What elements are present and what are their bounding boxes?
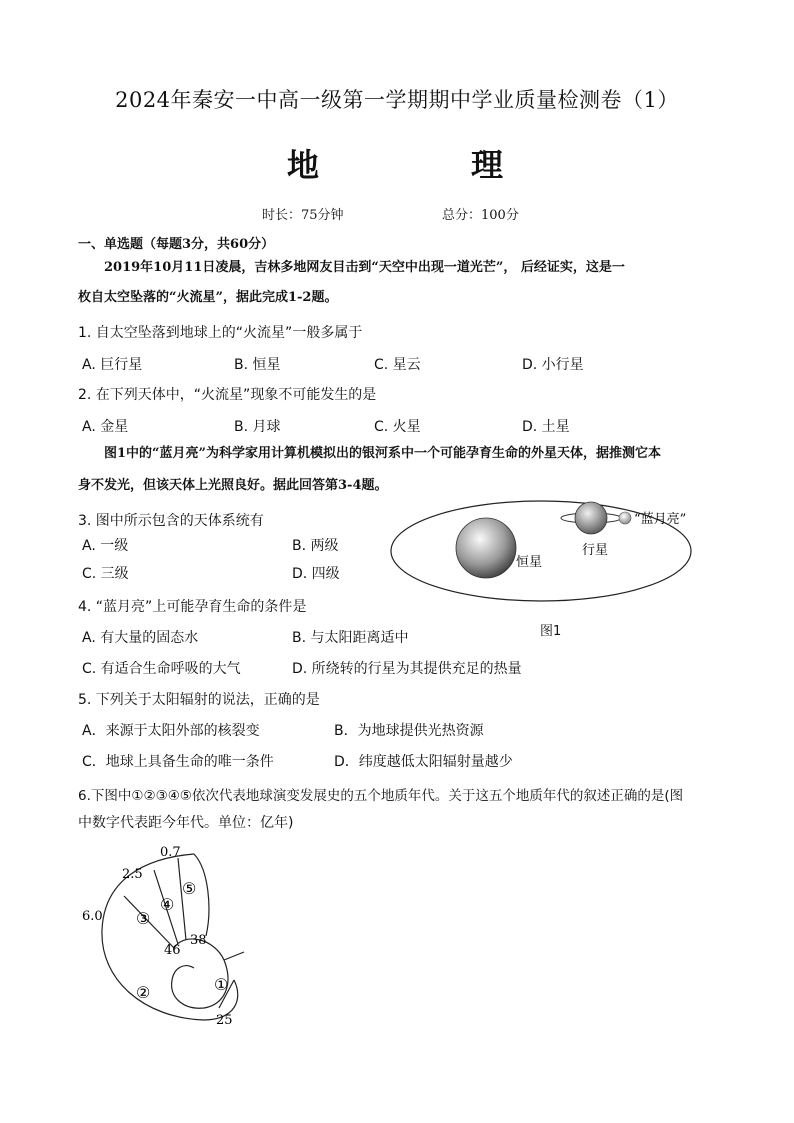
star-sphere xyxy=(456,518,516,578)
q5-option-b[interactable]: B．为地球提供光热资源 xyxy=(334,723,484,739)
passage-2 xyxy=(78,440,726,468)
q4-option-b[interactable]: B. 与太阳距离适中 xyxy=(292,630,409,646)
q4-option-c[interactable]: C. 有适合生命呼吸的大气 xyxy=(82,661,241,677)
era-5-label: ⑤ xyxy=(182,879,197,898)
q1-option-b[interactable]: B. 恒星 xyxy=(234,357,281,373)
q1-option-c[interactable]: C. 星云 xyxy=(374,357,421,373)
q2-option-a[interactable]: A. 金星 xyxy=(82,419,129,435)
blue-moon-sphere xyxy=(619,512,631,524)
q3-option-b[interactable]: B. 两级 xyxy=(292,538,339,554)
figure-1-caption: 图1 xyxy=(540,624,562,639)
q5-option-d[interactable]: D．纬度越低太阳辐射量越少 xyxy=(334,754,513,770)
q1-option-d[interactable]: D. 小行星 xyxy=(522,357,584,373)
divider-4-5 xyxy=(178,858,186,940)
era-2-label: ② xyxy=(136,983,151,1002)
q2-option-b[interactable]: B. 月球 xyxy=(234,419,281,435)
passage-1-line-2: 枚自太空坠落的“火流星”，据此完成1-2题。 xyxy=(78,290,338,305)
passage-1-line-1: 2019年10月11日凌晨，吉林多地网友目击到“天空中出现一道光芒”， 后经证实，这是一 xyxy=(104,260,625,275)
section-heading: 一、单选题（每题3分，共60分） xyxy=(78,237,275,252)
question-3-stem: 3. 图中所示包含的天体系统有 xyxy=(78,513,264,529)
passage-2-line-1: 图1中的“蓝月亮”为科学家用计算机模拟出的银河系中一个可能孕育生命的外星天体，据推测它本 xyxy=(104,446,662,461)
q2-option-c[interactable]: C. 火星 xyxy=(374,419,421,435)
planet-label: 行星 xyxy=(582,543,609,558)
question-4-stem: 4. “蓝月亮”上可能孕育生命的条件是 xyxy=(78,599,307,615)
q2-option-d[interactable]: D. 土星 xyxy=(522,419,570,435)
figure-2-spiral-diagram xyxy=(74,840,274,1040)
exam-total-score: 总分：100分 xyxy=(442,208,519,223)
question-1-stem: 1. 自太空坠落到地球上的“火流星”一般多属于 xyxy=(78,325,363,341)
era-1-label: ① xyxy=(214,975,229,994)
q3-option-c[interactable]: C. 三级 xyxy=(82,566,129,582)
era-3-label: ③ xyxy=(136,909,151,928)
q1-option-a[interactable]: A. 巨行星 xyxy=(82,357,143,373)
q3-option-a[interactable]: A. 一级 xyxy=(82,538,129,554)
exam-duration: 时长：75分钟 xyxy=(262,208,344,223)
star-label: 恒星 xyxy=(516,555,543,570)
question-2-stem: 2. 在下列天体中，“火流星”现象不可能发生的是 xyxy=(78,387,377,403)
question-6-stem-line-2: 中数字代表距今年代。单位：亿年) xyxy=(78,815,294,831)
question-5-stem: 5. 下列关于太阳辐射的说法，正确的是 xyxy=(78,692,320,708)
q4-option-d[interactable]: D. 所绕转的行星为其提供充足的热量 xyxy=(292,661,522,677)
divider-1-top xyxy=(224,952,244,960)
subject-title: 地 理 xyxy=(286,146,563,184)
q4-option-a[interactable]: A. 有大量的固态水 xyxy=(82,630,199,646)
q5-option-c[interactable]: C．地球上具备生命的唯一条件 xyxy=(82,754,274,770)
age-label-0-7: 0.7 xyxy=(160,845,181,860)
passage-1-cont xyxy=(78,284,726,312)
question-6-stem-line-1: 6.下图中①②③④⑤依次代表地球演变发展史的五个地质年代。关于这五个地质年代的叙述正确的是(图 xyxy=(78,788,684,804)
q3-option-d[interactable]: D. 四级 xyxy=(292,566,340,582)
passage-2-line-2: 身不发光，但该天体上光照良好。据此回答第3-4题。 xyxy=(78,478,388,493)
exam-title: 2024年秦安一中高一级第一学期期中学业质量检测卷（1） xyxy=(115,88,679,112)
era-4-label: ④ xyxy=(160,895,175,914)
figure-1-diagram xyxy=(386,496,716,636)
age-label-46: 46 xyxy=(164,943,181,958)
age-label-25: 25 xyxy=(216,1013,233,1028)
age-label-2-5: 2.5 xyxy=(122,867,143,882)
q5-option-a[interactable]: A．来源于太阳外部的核裂变 xyxy=(82,723,260,739)
age-label-6-0: 6.0 xyxy=(82,909,103,924)
age-label-38: 38 xyxy=(190,933,207,948)
passage-1 xyxy=(78,254,726,282)
planet-sphere xyxy=(575,502,607,534)
blue-moon-label: “蓝月亮” xyxy=(634,512,687,527)
